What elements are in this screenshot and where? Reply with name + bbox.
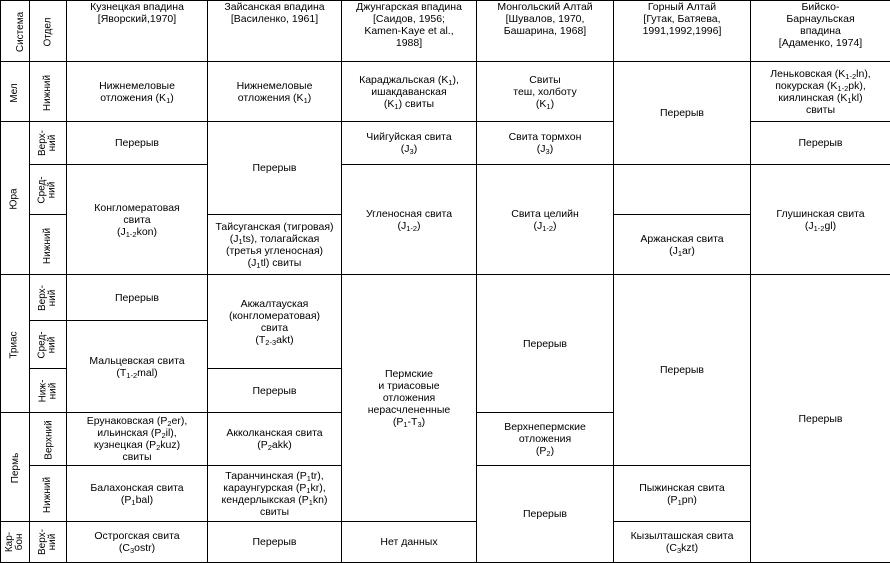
cell: Перерыв — [477, 466, 614, 563]
cell: Перерыв — [614, 62, 751, 165]
cell — [614, 165, 751, 215]
cell: Острогская свита $(C_3ostr)$ — [67, 522, 208, 563]
division-triassic-middle: Сред- ний — [30, 321, 67, 369]
division-triassic-lower: Ниж- ний — [30, 369, 67, 413]
header-system: Система — [1, 1, 30, 62]
cell: Пермские и триасовые отложения нерасчлененные $(P_1-T_3)$ — [342, 275, 477, 522]
cell: Ерунаковская $(P_2er)$, ильинская $(P_2il)$, кузнецкая $(P_2kuz)$ свиты — [67, 413, 208, 466]
cell: Перерыв — [208, 369, 342, 413]
division-permian-lower: Нижний — [30, 466, 67, 522]
division-jurassic-lower: Нижний — [30, 215, 67, 275]
division-carboniferous-upper: Верх- ний — [30, 522, 67, 563]
cell: Свита целийн $(J_{1-2})$ — [477, 165, 614, 275]
cell: Нижнемеловые отложения $(K_1)$ — [67, 62, 208, 122]
cell: Нижнемеловые отложения $(K_1)$ — [208, 62, 342, 122]
cell: Мальцевская свита $(T_{1-2}mal)$ — [67, 321, 208, 413]
system-triassic: Триас — [1, 275, 30, 413]
cell: Конгломератовая свита $(J_{1-2}kon)$ — [67, 165, 208, 275]
cell: Пыжинская свита $(P_1pn)$ — [614, 466, 751, 522]
cell: Нет данных — [342, 522, 477, 563]
cell: Акжалтауская (конгломератовая) свита $(T_{2-3}akt)$ — [208, 275, 342, 369]
cell: Акколканская свита $(P_2akk)$ — [208, 413, 342, 466]
header-dzhungar: Джунгарская впадина [Саидов, 1956; Kamen-Kaye et al., 1988] — [342, 1, 477, 62]
cell: Перерыв — [67, 275, 208, 321]
cell: Перерыв — [751, 275, 890, 563]
division-jurassic-middle: Сред- ний — [30, 165, 67, 215]
cell: Перерыв — [477, 275, 614, 413]
cell: Таранчинская $(P_1tr)$, караунгурская $(P_1kr)$, кендерлыкская $(P_1kn)$ свиты — [208, 466, 342, 522]
cell: Свиты теш, холботу $(K_1)$ — [477, 62, 614, 122]
system-jurassic: Юра — [1, 122, 30, 275]
system-carboniferous: Кар- бон — [1, 522, 30, 563]
cell: Свита тормхон $(J_3)$ — [477, 122, 614, 165]
cell: Перерыв — [208, 522, 342, 563]
division-cretaceous-lower: Нижний — [30, 62, 67, 122]
system-permian: Пермь — [1, 413, 30, 522]
cell: Леньковская $(K_{1-2}\ln)$, покурская $(K_{1-2}pk)$, киялинская $(K_1kl)$ свиты — [751, 62, 890, 122]
cell: Глушинская свита $(J_{1-2}gl)$ — [751, 165, 890, 275]
cell: Перерыв — [751, 122, 890, 165]
cell: Тайсуганская (тигровая) $(J_1ts)$, толагайская (третья угленосная) $(J_1tl)$ свиты — [208, 215, 342, 275]
header-kuznetsk: Кузнецкая впадина [Яворский,1970] — [67, 1, 208, 62]
cell: Перерыв — [614, 275, 751, 466]
division-triassic-upper: Верх- ний — [30, 275, 67, 321]
division-permian-upper: Верхний — [30, 413, 67, 466]
cell: Караджальская $(K_1)$, ишакдаванская $(K_1)$ свиты — [342, 62, 477, 122]
cell: Кызылташская свита $(C_3kzt)$ — [614, 522, 751, 563]
header-biisk: Бийско- Барнаульская впадина [Адаменко, 1974] — [751, 1, 890, 62]
division-jurassic-upper: Верх- ний — [30, 122, 67, 165]
cell: Перерыв — [67, 122, 208, 165]
cell: Аржанская свита $(J_1ar)$ — [614, 215, 751, 275]
cell: Угленосная свита $(J_{1-2})$ — [342, 165, 477, 275]
cell: Перерыв — [208, 122, 342, 215]
header-zaisan: Зайсанская впадина [Василенко, 1961] — [208, 1, 342, 62]
header-gorny-altai: Горный Алтай [Гутак, Батяева, 1991,1992,1996] — [614, 1, 751, 62]
header-mongol-altai: Монгольский Алтай [Шувалов, 1970, Башарина, 1968] — [477, 1, 614, 62]
header-division: Отдел — [30, 1, 67, 62]
system-cretaceous: Мел — [1, 62, 30, 122]
cell: Балахонская свита $(P_1bal)$ — [67, 466, 208, 522]
cell: Верхнепермские отложения $(P_2)$ — [477, 413, 614, 466]
cell: Чийгуйская свита $(J_3)$ — [342, 122, 477, 165]
